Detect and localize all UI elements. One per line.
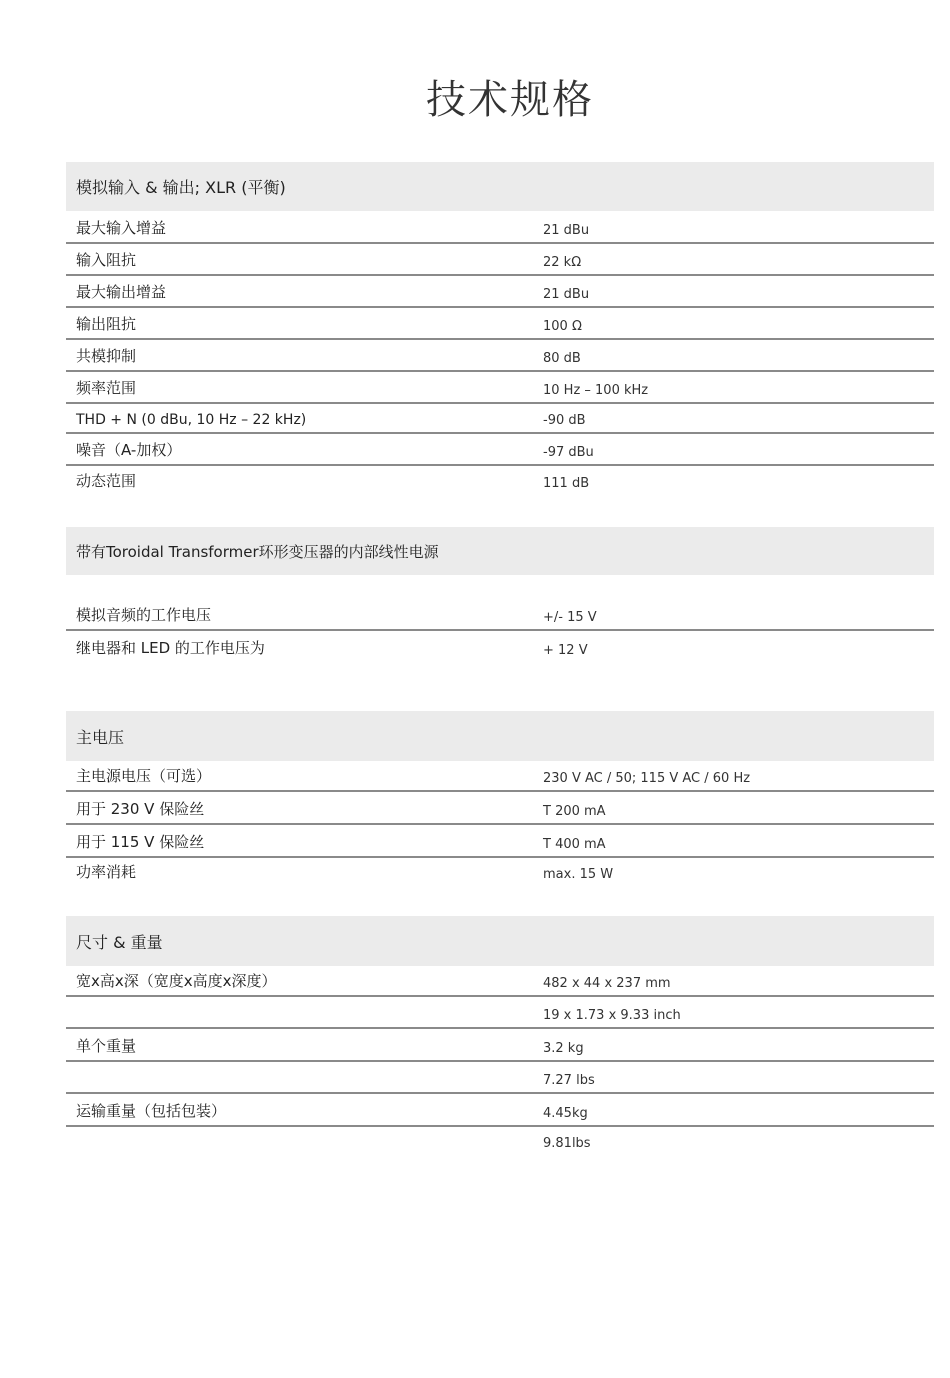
spec-value: + 12 V (543, 643, 588, 658)
spec-row (66, 792, 934, 825)
spec-value: 21 dBu (543, 223, 590, 238)
spec-label: 用于 230 V 保险丝 (76, 800, 205, 818)
spec-value: 111 dB (543, 476, 590, 491)
spec-row (66, 276, 934, 308)
spec-value: 230 V AC / 50; 115 V AC / 60 Hz (543, 771, 751, 786)
spec-label: 动态范围 (76, 472, 137, 490)
spec-value: 4.45kg (543, 1106, 588, 1121)
spec-row (66, 1094, 934, 1127)
spec-label: 最大输入增益 (76, 219, 167, 237)
spec-label: 共模抑制 (76, 347, 137, 365)
page-title: 技术规格 (426, 77, 594, 123)
spec-row (66, 1029, 934, 1062)
spec-row (66, 340, 934, 372)
spec-value: 3.2 kg (543, 1041, 584, 1056)
spec-row (66, 434, 934, 466)
spec-label: 频率范围 (76, 379, 137, 397)
spec-row (66, 858, 934, 886)
spec-label: 噪音（A-加权） (76, 441, 182, 459)
spec-value: 7.27 lbs (543, 1073, 595, 1088)
spec-label: 继电器和 LED 的工作电压为 (76, 639, 265, 657)
spec-row (66, 966, 934, 997)
spec-row (66, 308, 934, 340)
spec-label: THD + N (0 dBu, 10 Hz – 22 kHz) (76, 412, 307, 428)
spec-value: +/- 15 V (543, 610, 597, 625)
spec-label: 输出阻抗 (76, 315, 137, 333)
spec-label: 宽x高x深（宽度x高度x深度） (76, 972, 277, 990)
spec-label: 主电源电压（可选） (76, 767, 212, 785)
spec-value: 19 x 1.73 x 9.33 inch (543, 1008, 681, 1023)
section-heading-power-supply: 带有Toroidal Transformer环形变压器的内部线性电源 (66, 527, 934, 575)
spec-label: 功率消耗 (76, 863, 137, 881)
spec-row (66, 372, 934, 404)
spec-row (66, 1062, 934, 1094)
spec-value: -90 dB (543, 413, 586, 428)
spec-label: 单个重量 (76, 1037, 137, 1055)
spec-label: 最大输出增益 (76, 283, 167, 301)
spec-row (66, 631, 934, 662)
spec-row (66, 598, 934, 631)
spec-value: T 200 mA (543, 804, 606, 819)
section-heading-mains-voltage: 主电压 (66, 711, 934, 761)
spec-value: T 400 mA (543, 837, 606, 852)
spec-row (66, 404, 934, 434)
spec-value: 100 Ω (543, 319, 582, 334)
spec-value: 21 dBu (543, 287, 590, 302)
spec-value: 10 Hz – 100 kHz (543, 383, 649, 398)
spec-value: 22 kΩ (543, 255, 582, 270)
spec-row (66, 761, 934, 792)
spec-row (66, 211, 934, 244)
spec-value: 482 x 44 x 237 mm (543, 976, 671, 991)
spec-row (66, 1127, 934, 1155)
section-heading-analog-io: 模拟输入 & 输出; XLR (平衡) (66, 162, 934, 211)
spec-label: 输入阻抗 (76, 251, 137, 269)
spec-value: -97 dBu (543, 445, 594, 460)
spec-value: 80 dB (543, 351, 581, 366)
spec-label: 运输重量（包括包装） (76, 1102, 227, 1120)
spec-label: 用于 115 V 保险丝 (76, 833, 205, 851)
spec-row (66, 244, 934, 276)
section-heading-dimensions-weight: 尺寸 & 重量 (66, 916, 934, 966)
spec-row (66, 825, 934, 858)
spec-value: 9.81lbs (543, 1136, 591, 1151)
spec-row (66, 997, 934, 1029)
spec-label: 模拟音频的工作电压 (76, 606, 212, 624)
spec-row (66, 466, 934, 495)
spec-value: max. 15 W (543, 867, 614, 882)
